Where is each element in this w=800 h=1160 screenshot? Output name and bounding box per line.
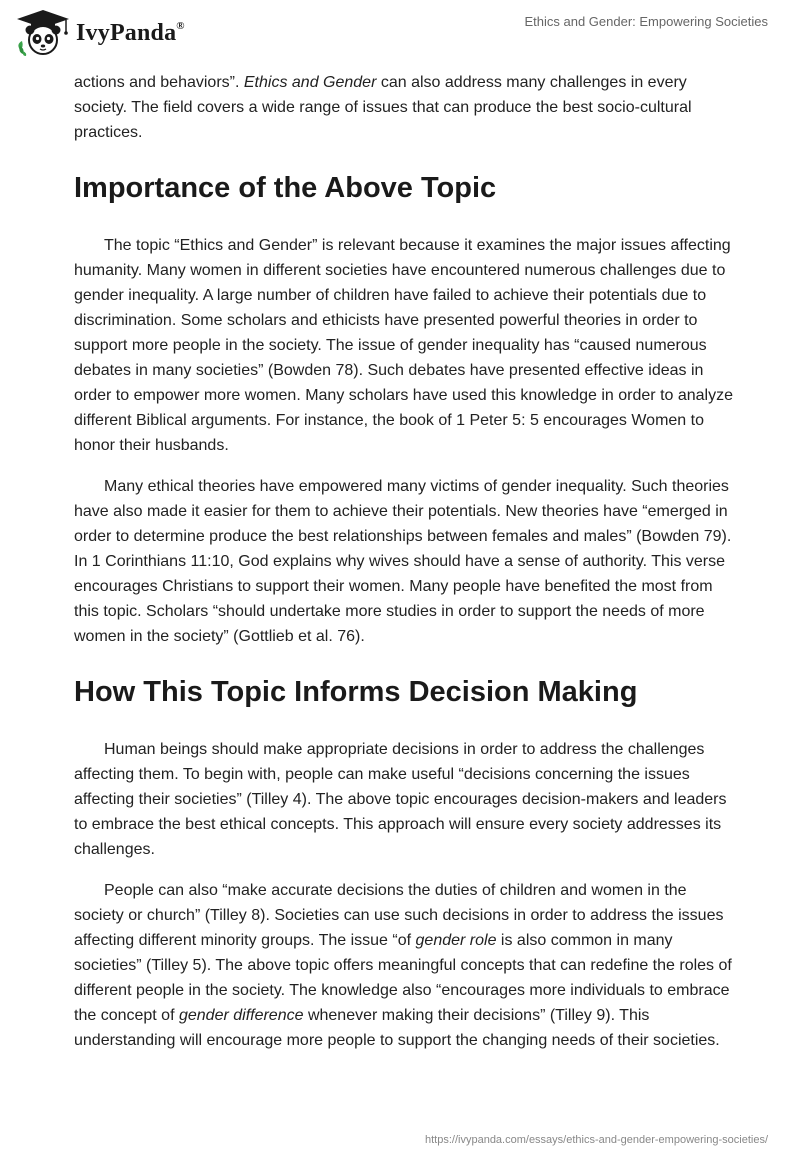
paragraph: Many ethical theories have empowered many victims of gender inequality. Such theories have also made it easier for them to achieve their potentials. New theories have “emerged in order to determine produce the best relationships between females and males” (Bowden 79). In 1 Corinthians 11:10, God explains why wives should have a sense of authority. This verse encourages Christians to support their women. Many people have benefited the most from this topic. Scholars “should undertake more studies in order to support the needs of more women in the society” (Gottlieb et al. 76). — [74, 478, 732, 645]
intro-paragraph: actions and behaviors”. Ethics and Gender can also address many challenges in every society. The field covers a wide range of issues that can produce the best socio-cultural practices. — [74, 74, 692, 141]
brand-logo[interactable] — [14, 8, 194, 58]
panda-graduate-icon — [14, 8, 72, 58]
source-url[interactable]: https://ivypanda.com/essays/ethics-and-gender-empowering-societies/ — [425, 1134, 768, 1146]
paragraph: Human beings should make appropriate decisions in order to address the challenges affecting them. To begin with, people can make useful “decisions concerning the issues affecting their societies” (Tilley 4). The above topic encourages decision-makers and leaders to embrace the best ethical concepts. This approach will ensure every society addresses its challenges. — [74, 741, 727, 858]
page-header — [0, 0, 800, 64]
brand-name: IvyPanda® — [76, 20, 185, 46]
section-heading-decision-making: How This Topic Informs Decision Making — [74, 676, 638, 708]
section-heading-importance: Importance of the Above Topic — [74, 172, 497, 204]
paragraph: People can also “make accurate decisions the duties of children and women in the society or church” (Tilley 8). Societies can use such decisions in order to address the issues affecting different minority groups. The issue “of gender role is also common in many societies” (Tilley 5). The above topic offers meaningful concepts that can redefine the roles of different people in the society. The knowledge also “encourages more individuals to embrace the concept of gender difference whenever making their decisions” (Tilley 9). This understanding will encourage more people to support the changing needs of their societies. — [74, 882, 732, 1049]
document-title: Ethics and Gender: Empowering Societies — [524, 14, 768, 29]
paragraph: The topic “Ethics and Gender” is relevant because it examines the major issues affecting humanity. Many women in different societies have encountered numerous challenges due to gender inequality. A large number of children have failed to achieve their potentials due to discrimination. Some scholars and ethicists have presented powerful theories in order to support more people in the society. The issue of gender inequality has “caused numerous debates in many societies” (Bowden 78). Such debates have presented effective ideas in order to empower more women. Many scholars have used this knowledge in order to analyze different Biblical arguments. For instance, the book of 1 Peter 5: 5 encourages Women to honor their husbands. — [74, 237, 733, 454]
essay-content — [74, 70, 734, 1069]
